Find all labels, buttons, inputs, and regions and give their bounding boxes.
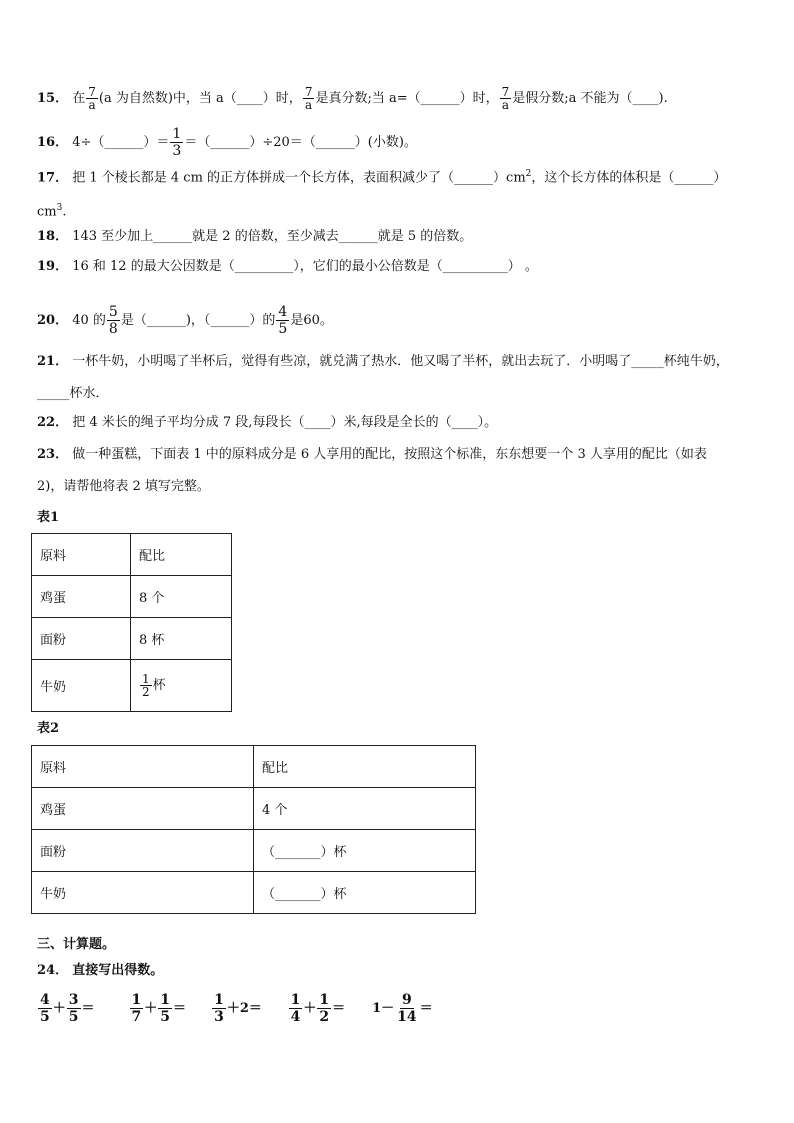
question-19 (37, 257, 538, 277)
question-text: . (62, 204, 67, 220)
question-text: ＝（______）÷20＝（______）(小数)。 (184, 135, 417, 150)
fraction (158, 992, 172, 1025)
question-15 (37, 86, 668, 111)
calc-expression (211, 990, 283, 1028)
table-2-caption: 表2 (37, 721, 60, 736)
table-header-cell: 原料 (32, 746, 254, 788)
superscript: 3 (56, 203, 63, 213)
question-text: 把 1 个棱长都是 4 cm 的正方体拼成一个长方体，表面积减少了（______）cm (72, 170, 526, 186)
question-text: 是假分数;a 不能为（____). (512, 91, 668, 106)
fraction (130, 992, 144, 1025)
fraction (38, 992, 52, 1025)
table-cell: 4 个 (254, 788, 476, 830)
fraction-denominator: a (305, 98, 313, 112)
calc-expression (372, 990, 433, 1028)
table-header-cell: 配比 (254, 746, 476, 788)
question-18 (37, 227, 472, 247)
fraction-denominator: 3 (172, 143, 182, 159)
table-cell: 鸡蛋 (32, 576, 131, 618)
fraction (303, 86, 315, 111)
table-header-row (32, 534, 232, 576)
fraction-numerator: 1 (131, 992, 142, 1008)
question-21 (37, 352, 729, 372)
operator: ＋2＝ (226, 1001, 262, 1016)
table-cell: 牛奶 (32, 872, 254, 914)
superscript: 2 (525, 169, 532, 179)
question-20 (37, 304, 333, 337)
question-text: 143 至少加上______就是 2 的倍数，至少减去______就是 5 的倍数。 (72, 229, 473, 244)
question-number: 22． (37, 415, 69, 430)
fraction-denominator: 5 (160, 1009, 171, 1025)
table-2 (31, 745, 476, 914)
fraction (395, 992, 418, 1025)
fraction (107, 304, 120, 337)
fraction-numerator: 3 (68, 992, 79, 1008)
fraction-numerator: 1 (142, 672, 150, 686)
fraction (289, 992, 303, 1025)
calc-expression (129, 990, 207, 1028)
question-text: 直接写出得数。 (72, 963, 164, 978)
fraction-numerator: 1 (290, 992, 301, 1008)
question-text: _____杯水． (37, 386, 109, 401)
table-header-cell: 原料 (32, 534, 131, 576)
question-23-continued (37, 477, 210, 497)
table-header-cell: 配比 (131, 534, 232, 576)
table-cell: 8 个 (131, 576, 232, 618)
fraction-numerator: 4 (40, 992, 50, 1008)
table-row (32, 618, 232, 660)
question-number: 18． (37, 229, 69, 244)
fraction-numerator: 7 (88, 85, 96, 99)
question-text: 在 (72, 91, 86, 106)
fraction (276, 304, 289, 337)
fraction-numerator: 5 (108, 304, 118, 320)
question-16 (37, 126, 417, 159)
question-text: 是真分数;当 a=（______）时， (315, 91, 499, 106)
question-21-continued (37, 384, 109, 404)
table-row (32, 660, 232, 712)
fraction (86, 86, 98, 111)
question-text: 16 和 12 的最大公因数是（_________），它们的最小公倍数是（__________） 。 (72, 259, 538, 274)
table-cell: （_______）杯 (254, 830, 476, 872)
fraction-numerator: 1 (214, 992, 224, 1008)
table-row (32, 872, 476, 914)
question-number: 17． (37, 170, 69, 186)
question-number: 24． (37, 963, 69, 978)
fraction (500, 86, 512, 111)
operator: ＝ (332, 1001, 346, 1016)
question-text: 2)，请帮他将表 2 填写完整。 (37, 479, 210, 494)
table-row (32, 576, 232, 618)
fraction-denominator: a (88, 98, 96, 112)
question-text: 一杯牛奶，小明喝了半杯后，觉得有些凉，就兑满了热水．他又喝了半杯，就出去玩了．小明喝了_____杯纯牛奶， (72, 354, 729, 369)
fraction-denominator: 3 (214, 1009, 224, 1025)
table-cell: 鸡蛋 (32, 788, 254, 830)
fraction (67, 992, 81, 1025)
table-cell: 牛奶 (32, 660, 131, 712)
fraction-denominator: 14 (397, 1009, 417, 1025)
fraction-denominator: 7 (131, 1009, 142, 1025)
question-number: 21． (37, 354, 69, 369)
fraction (317, 992, 331, 1025)
calc-expressions (37, 990, 433, 1028)
question-text: 是（______)，（______）的 (120, 313, 276, 328)
fraction-denominator: 5 (68, 1009, 79, 1025)
table-cell: （_______）杯 (254, 872, 476, 914)
table-1 (31, 533, 232, 712)
fraction-numerator: 1 (172, 126, 182, 142)
table-cell: 面粉 (32, 618, 131, 660)
question-text: 是60。 (290, 313, 333, 328)
question-text: 把 4 米长的绳子平均分成 7 段,每段长（____）米,每段是全长的（____）。 (72, 415, 498, 430)
question-number: 20． (37, 313, 69, 328)
fraction-denominator: 2 (319, 1009, 330, 1025)
table-cell: 面粉 (32, 830, 254, 872)
unit-text: cm (37, 204, 57, 220)
question-24 (37, 961, 163, 981)
fraction (212, 992, 226, 1025)
fraction-denominator: 8 (108, 321, 118, 337)
operator: ＋ (52, 1001, 66, 1016)
question-text: 4÷（______）＝ (72, 135, 170, 150)
question-22 (37, 413, 497, 433)
calc-expression (288, 990, 368, 1028)
fraction-numerator: 9 (402, 992, 412, 1008)
table-row (32, 830, 476, 872)
table-cell: 8 杯 (131, 618, 232, 660)
calc-expression (37, 990, 124, 1028)
table-cell (131, 660, 232, 712)
fraction (140, 673, 152, 698)
fraction-denominator: a (501, 98, 509, 112)
unit-text: 杯 (152, 678, 166, 693)
fraction-numerator: 1 (319, 992, 330, 1008)
operator: ＋ (303, 1001, 317, 1016)
question-text: 40 的 (72, 313, 106, 328)
question-text: (a 为自然数)中，当 a（____）时， (98, 91, 302, 106)
fraction-numerator: 7 (501, 85, 510, 99)
question-17-continued (37, 198, 66, 222)
question-number: 19． (37, 259, 69, 274)
fraction-denominator: 5 (278, 321, 288, 337)
fraction-denominator: 2 (142, 685, 150, 699)
question-text: ，这个长方体的体积是（______） (531, 170, 727, 186)
fraction-numerator: 1 (160, 992, 171, 1008)
fraction (170, 126, 183, 159)
table-row (32, 788, 476, 830)
fraction-denominator: 4 (290, 1009, 301, 1025)
question-text: 做一种蛋糕，下面表 1 中的原料成分是 6 人享用的配比，按照这个标准，东东想要一个 3 人享用的配比（如表 (72, 447, 707, 462)
table-header-row (32, 746, 476, 788)
operator: 1－ (372, 1001, 395, 1016)
fraction-denominator: 5 (40, 1009, 50, 1025)
question-number: 16． (37, 135, 69, 150)
operator: ＝ (173, 1001, 187, 1016)
operator: ＋ (144, 1001, 158, 1016)
fraction-numerator: 7 (304, 85, 313, 99)
fraction-numerator: 4 (278, 304, 288, 320)
question-17 (37, 164, 726, 188)
question-number: 15． (37, 91, 69, 106)
question-23 (37, 445, 707, 465)
table-1-caption: 表1 (37, 510, 60, 525)
question-number: 23． (37, 447, 69, 462)
operator: ＝ (81, 1001, 95, 1016)
section-title: 三、计算题。 (37, 937, 116, 952)
operator: ＝ (419, 1001, 433, 1016)
